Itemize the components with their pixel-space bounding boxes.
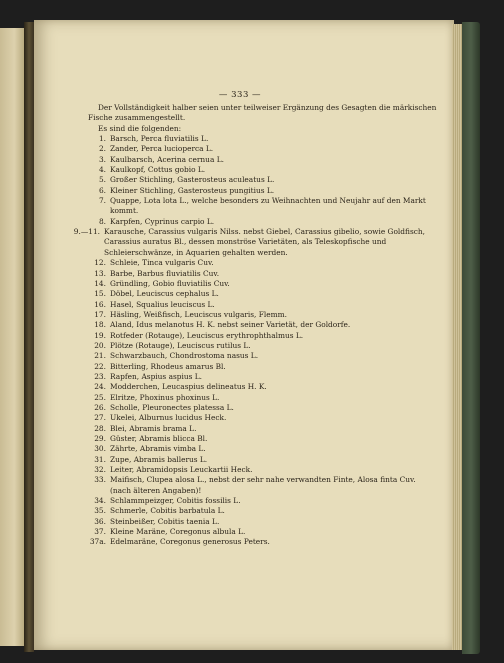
- list-item: [88, 155, 438, 165]
- item-text: Rotfeder (Rotauge), Leuciscus erythrophthalmus L.: [110, 330, 304, 340]
- item-number: 31.: [94, 454, 106, 464]
- list-item: [88, 413, 438, 423]
- item-number: 34.: [94, 496, 106, 506]
- item-number: 26.: [94, 402, 106, 412]
- intro-text: Der Vollständigkeit halber seien unter teilweiser Ergänzung des Gesagten die märkischen Fische zusammengestellt.: [88, 103, 437, 123]
- item-text: Scholle, Pleuronectes platessa L.: [110, 402, 234, 412]
- item-number: 1.: [98, 134, 106, 144]
- list-item: [88, 217, 438, 227]
- item-text: Barbe, Barbus fluviatilis Cuv.: [110, 268, 220, 278]
- list-item: [88, 372, 438, 382]
- item-text: Aland, Idus melanotus H. K. nebst seiner Varietät, der Goldorfe.: [110, 320, 351, 330]
- list-item: [88, 475, 438, 496]
- list-item: [88, 269, 438, 279]
- item-number: 4.: [98, 165, 106, 175]
- book-gutter: [24, 22, 34, 652]
- item-text: Kleine Maräne, Coregonus albula L.: [110, 527, 246, 537]
- item-number: 16.: [94, 299, 106, 309]
- item-number: 15.: [94, 289, 106, 299]
- list-item: [88, 465, 438, 475]
- item-number: 20.: [94, 340, 106, 350]
- list-item: [88, 331, 438, 341]
- book-cover-edge: [462, 22, 480, 654]
- page-number: — 333 —: [218, 90, 262, 100]
- item-number: 18.: [94, 320, 106, 330]
- item-text: Elritze, Phoxinus phoxinus L.: [110, 392, 220, 402]
- item-text: Zupe, Abramis ballerus L.: [110, 454, 208, 464]
- item-text: Kaulbarsch, Acerina cernua L.: [110, 154, 224, 164]
- list-item: [88, 434, 438, 444]
- intro-paragraph: [88, 103, 438, 134]
- item-number: 21.: [94, 351, 106, 361]
- list-item: [88, 175, 438, 185]
- item-number: 23.: [94, 371, 106, 381]
- item-number: 27.: [94, 413, 106, 423]
- item-number: 36.: [94, 516, 106, 526]
- list-item: [88, 196, 438, 217]
- item-number: 8.: [98, 216, 106, 226]
- item-text: Kleiner Stichling, Gasterosteus pungitius L.: [110, 185, 275, 195]
- item-number: 30.: [94, 444, 106, 454]
- item-number: 32.: [94, 465, 106, 475]
- item-number: 3.: [98, 154, 106, 164]
- list-item: [88, 289, 438, 299]
- item-text: Ukelei, Alburnus lucidus Heck.: [110, 413, 227, 423]
- item-number: 19.: [94, 330, 106, 340]
- item-number: 13.: [94, 268, 106, 278]
- item-text: Quappe, Lota lota L., welche besonders zu Weihnachten und Neujahr auf den Markt kommt.: [110, 196, 426, 216]
- list-item: [88, 258, 438, 268]
- page-edges: [452, 24, 462, 650]
- item-text: Rapfen, Aspius aspius L.: [110, 371, 203, 381]
- list-item: [88, 393, 438, 403]
- fish-list: [73, 134, 438, 548]
- item-text: Großer Stichling, Gasterosteus aculeatus L.: [110, 175, 275, 185]
- list-item: [88, 424, 438, 434]
- item-text: Maifisch, Clupea alosa L., nebst der sehr nahe verwandten Finte, Alosa finta Cuv. (nach älteren Angaben)!: [110, 475, 416, 495]
- list-item: [88, 144, 438, 154]
- item-number: 28.: [94, 423, 106, 433]
- list-item: [88, 362, 438, 372]
- item-number: 29.: [94, 434, 106, 443]
- list-item: [88, 310, 438, 320]
- page-content: [73, 103, 438, 548]
- list-item: [88, 403, 438, 413]
- item-text: Schlammpeizger, Cobitis fossilis L.: [110, 496, 241, 506]
- list-item: [88, 496, 438, 506]
- item-text: Gründling, Gobio fluviatilis Cuv.: [110, 278, 230, 288]
- item-text: Bitterling, Rhodeus amarus Bl.: [110, 361, 226, 371]
- list-item: [88, 300, 438, 310]
- item-text: Kaulkopf, Cottus gobio L.: [110, 165, 206, 175]
- list-item: [88, 165, 438, 175]
- list-item: [88, 134, 438, 144]
- list-item: [88, 382, 438, 392]
- list-item: [88, 537, 438, 547]
- item-number: 6.: [98, 185, 106, 195]
- item-number: 35.: [94, 506, 106, 516]
- item-text: Steinbeißer, Cobitis taenia L.: [110, 516, 220, 526]
- item-text: Leiter, Abramidopsis Leuckartii Heck.: [110, 465, 253, 475]
- intro-lead: Es sind die folgenden:: [98, 123, 182, 133]
- item-number: 7.: [98, 196, 106, 206]
- list-item: [88, 341, 438, 351]
- item-number: 37.: [94, 527, 106, 537]
- item-text: Zander, Perca lucioperca L.: [110, 144, 214, 154]
- list-item: [88, 517, 438, 527]
- item-number: 14.: [94, 278, 106, 288]
- list-item: [88, 186, 438, 196]
- list-item: [88, 320, 438, 330]
- list-item: [88, 455, 438, 465]
- item-number: 9.—11.: [73, 227, 100, 237]
- item-text: Schmerle, Cobitis barbatula L.: [110, 506, 225, 516]
- item-number: 33.: [94, 475, 106, 485]
- item-text: Döbel, Leuciscus cephalus L.: [110, 289, 219, 299]
- list-item: [88, 351, 438, 361]
- list-item: [88, 506, 438, 516]
- list-item: [74, 227, 438, 258]
- item-number: 17.: [94, 309, 106, 319]
- item-text: Karausche, Carassius vulgaris Nilss. nebst Giebel, Carassius gibelio, sowie Goldfisch, Carassius auratus Bl., dessen monströse Varietäten, als Teleskopfische und Schleierschwänze, in Aquarien gehalten werden.: [104, 227, 425, 257]
- item-text: Güster, Abramis blicca Bl.: [110, 434, 208, 443]
- item-text: Modderchen, Leucaspius delineatus H. K.: [110, 382, 267, 392]
- item-number: 25.: [94, 392, 106, 402]
- item-text: Häsling, Weißfisch, Leuciscus vulgaris, Flemm.: [110, 309, 287, 319]
- item-text: Edelmaräne, Coregonus generosus Peters.: [110, 537, 270, 547]
- item-text: Barsch, Perca fluviatilis L.: [110, 134, 209, 144]
- item-number: 12.: [94, 258, 106, 268]
- list-item: [88, 279, 438, 289]
- item-text: Schwarzbauch, Chondrostoma nasus L.: [110, 351, 259, 361]
- item-text: Karpfen, Cyprinus carpio L.: [110, 216, 215, 226]
- list-item: [88, 527, 438, 537]
- item-text: Zährte, Abramis vimba L.: [110, 444, 206, 454]
- item-text: Plötze (Rotauge), Leuciscus rutilus L.: [110, 340, 251, 350]
- item-number: 24.: [94, 382, 106, 392]
- item-number: 37a.: [89, 537, 106, 547]
- item-text: Blei, Abramis brama L.: [110, 423, 197, 433]
- left-page-edge: [0, 28, 24, 646]
- item-number: 22.: [94, 361, 106, 371]
- item-number: 5.: [98, 175, 106, 185]
- item-text: Schleie, Tinca vulgaris Cuv.: [110, 258, 214, 268]
- item-text: Hasel, Squalius leuciscus L.: [110, 299, 215, 309]
- item-number: 2.: [98, 144, 106, 154]
- list-item: [88, 444, 438, 454]
